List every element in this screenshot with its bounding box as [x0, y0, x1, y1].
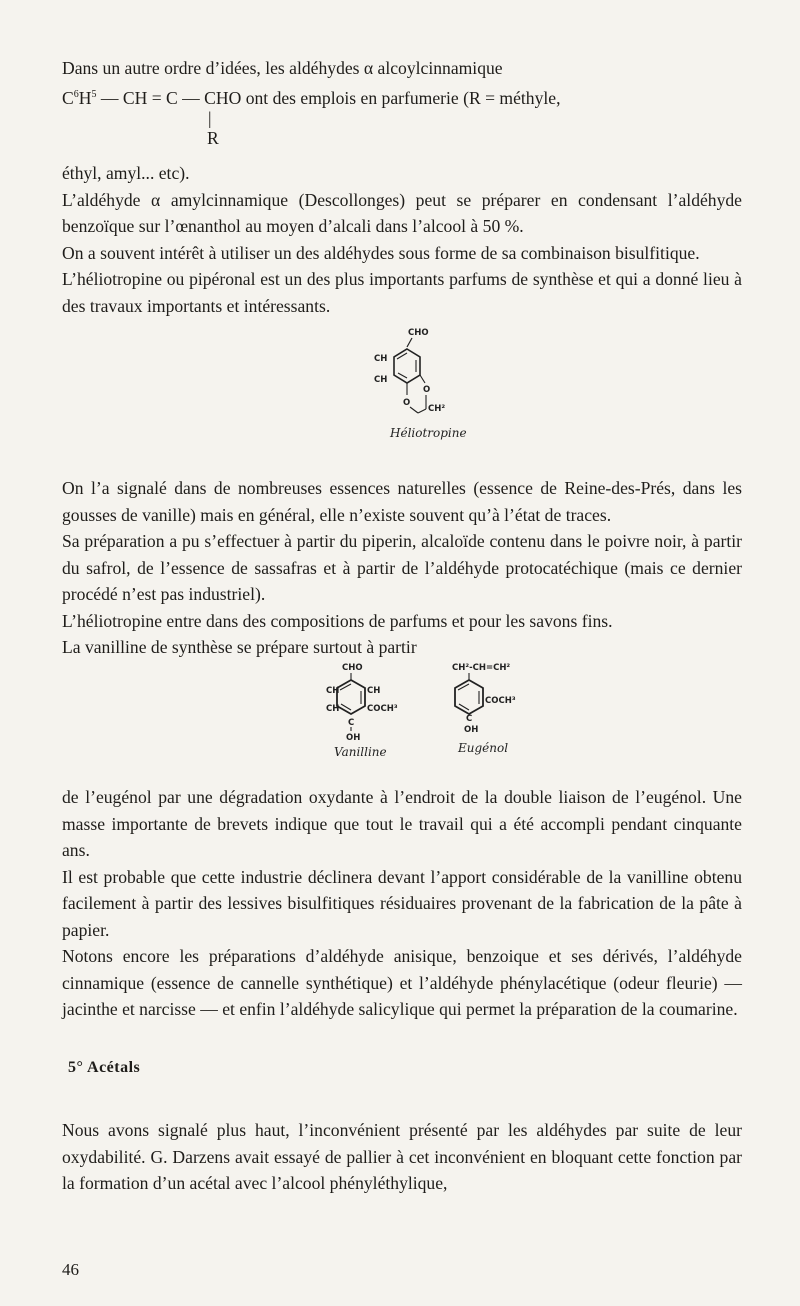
text-line: On l’a signalé dans de nombreuses essences naturelles (essence de Reine-des-Prés, dans les gousses de vanille) mais en général, elle n’existe souvent qu’à l’état de traces. [62, 478, 742, 525]
paragraph-4 [62, 1117, 742, 1197]
atom-label: COCH³ [367, 704, 398, 714]
text-line: L’héliotropine ou pipéronal est un des plus importants parfums de synthèse et qui a donné lieu à des travaux importants et intéressants. [62, 269, 742, 316]
atom-label: CH²-CH=CH² [452, 663, 511, 673]
atom-label: OH [464, 725, 479, 735]
text-line: éthyl, amyl... etc). [62, 163, 190, 183]
atom-label: OH [346, 733, 361, 743]
text-line: L’héliotropine entre dans des compositions de parfums et pour les savons fins. [62, 610, 613, 631]
atom-label: CHO [408, 328, 429, 338]
vanilline-structure [326, 660, 426, 760]
text-line: Il est probable que cette industrie déclinera devant l’apport considérable de la vanilline obtenu facilement à partir des lessives bisulfitiques résiduaires provenant de la fabrication de la pâte à papier. [62, 866, 742, 940]
atom-label: C [466, 714, 473, 724]
text-line: L’aldéhyde α amylcinnamique (Descollonges) peut se préparer en condensant l’aldéhyde benzoïque sur l’œnanthol au moyen d’alcali dans l’alcool à 50 %. [62, 189, 742, 236]
formula-r-group: R [207, 128, 219, 148]
structure-caption: Eugénol [458, 741, 509, 755]
eugenol-diagram [444, 660, 554, 760]
atom-label: CH² [428, 404, 446, 414]
structure-caption: Héliotropine [390, 426, 467, 440]
atom-label: CH [326, 686, 340, 696]
page-number: 46 [62, 1260, 79, 1279]
atom-label: O [423, 385, 431, 395]
atom-label: CH [374, 375, 388, 385]
text-line: Sa préparation a pu s’effectuer à partir du piperin, alcaloïde contenu dans le poivre noir, à partir du safrol, de l’essence de sassafras et à partir de l’aldéhyde protocatéchique (mais ce dernier procédé n’est pas industriel). [62, 531, 742, 604]
heliotropine-diagram [360, 325, 500, 450]
atom-label: COCH³ [485, 696, 516, 706]
paragraph-3 [62, 784, 742, 1023]
text-line: Nous avons signalé plus haut, l’inconvénient présenté par les aldéhydes par suite de leur oxydabilité. G. Darzens avait essayé de pallier à cet inconvénient en bloquant cette fonction par la formation d’un acétal avec l’alcool phényléthylique, [62, 1120, 742, 1193]
atom-label: CH [374, 354, 388, 364]
cinnamic-formula [62, 88, 742, 150]
atom-label: O [403, 398, 411, 408]
atom-label: CH [326, 704, 340, 714]
structure-caption: Vanilline [334, 745, 387, 759]
heliotropine-structure [360, 325, 500, 450]
text-line: La vanilline de synthèse se prépare surtout à partir [62, 637, 417, 657]
paragraph-2 [62, 475, 742, 661]
formula-bond: | [208, 108, 212, 128]
atom-label: CH [367, 686, 381, 696]
atom-label: C [348, 718, 355, 728]
eugenol-structure [444, 660, 554, 760]
atom-label: CHO [342, 663, 363, 673]
text-line: Notons encore les préparations d’aldéhyde anisique, benzoique et ses dérivés, l’aldéhyde cinnamique (essence de cannelle synthétique) et l’aldéhyde phénylacétique (odeur fleurie) — jacinthe et narcisse — et enfin l’aldéhyde salicylique qui permet la préparation de la coumarine. [62, 946, 742, 1019]
text-line: On a souvent intérêt à utiliser un des aldéhydes sous forme de sa combinaison bisulfitique. [62, 242, 700, 263]
formula-main: $C^6H^5$ — CH = C — CHO ont des emplois en parfumerie (R = méthyle, [62, 88, 561, 108]
text-line: de l’eugénol par une dégradation oxydante à l’endroit de la double liaison de l’eugénol. Une masse importante de brevets indique que tout le travail qui a été accompli pendant cinquante ans. [62, 787, 742, 860]
section-heading: 5° Acétals [68, 1059, 141, 1076]
paragraph-1 [62, 160, 742, 319]
intro-text: Dans un autre ordre d’idées, les aldéhydes α alcoylcinnamique [62, 58, 503, 78]
intro-line [62, 55, 742, 82]
vanilline-diagram [326, 660, 426, 760]
